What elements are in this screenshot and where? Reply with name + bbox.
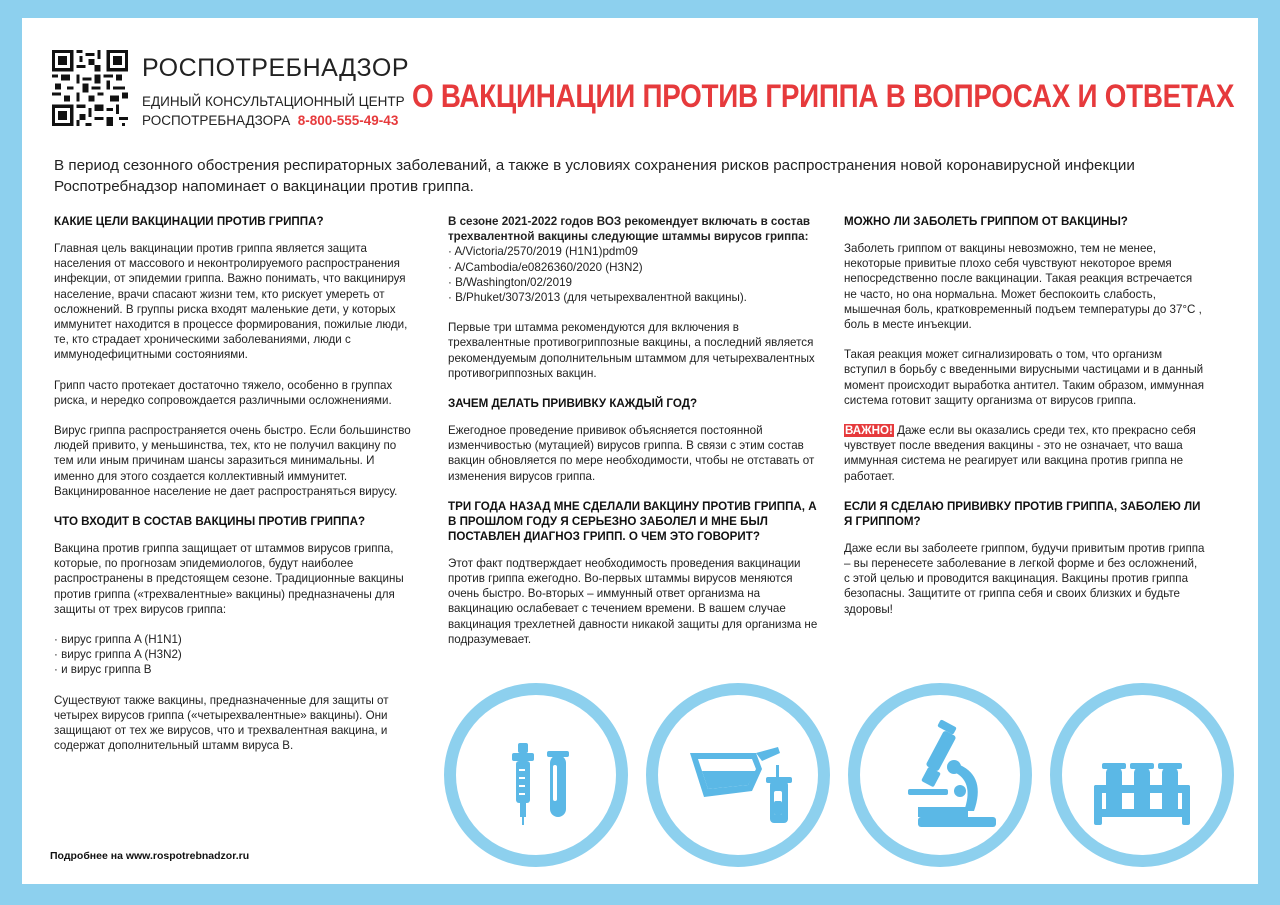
intro-text: В период сезонного обострения респираторных заболеваний, а также в условиях сохранения рисков распространения новой коронавирусной инфекции Роспотребнадзор напоминает о вакцинации против гриппа. bbox=[54, 157, 1135, 195]
list-item: · вирус гриппа A (H3N2) bbox=[54, 647, 414, 662]
answer-paragraph: Грипп часто протекает достаточно тяжело, особенно в группах риска, и нередко сопровождается различными осложнениями. bbox=[54, 378, 393, 407]
list-item: · A/Cambodia/e0826360/2020 (H3N2) bbox=[448, 260, 820, 275]
flask-pouring-icon bbox=[646, 683, 830, 867]
answer-paragraph: Ежегодное проведение прививок объясняется постоянной изменчивостью (мутацией) вирусов гриппа. В связи с этим состав вакцин обновляется по мере необходимости, чтобы не отставать от изменения вирусов гриппа. bbox=[448, 424, 815, 483]
qr-code-icon[interactable] bbox=[52, 50, 128, 126]
list-item: · B/Phuket/3073/2013 (для четырехвалентной вакцины). bbox=[448, 290, 820, 305]
question-heading: ЗАЧЕМ ДЕЛАТЬ ПРИВИВКУ КАЖДЫЙ ГОД? bbox=[448, 397, 698, 411]
column-3 bbox=[844, 214, 1206, 632]
question-heading: ЧТО ВХОДИТ В СОСТАВ ВАКЦИНЫ ПРОТИВ ГРИППА? bbox=[54, 515, 366, 529]
header bbox=[22, 18, 1258, 148]
org-name: РОСПОТРЕБНАДЗОР bbox=[142, 54, 409, 82]
important-paragraph bbox=[844, 423, 1206, 484]
hotline-line2: РОСПОТРЕБНАДЗОРА bbox=[142, 113, 291, 128]
answer-paragraph: Существуют также вакцины, предназначенные для защиты от четырех вирусов гриппа («четырехвалентные» вакцины). Они защищают от тех же вирусов, что и трехвалентная вакцина, и содержат дополнительный штамм вируса B. bbox=[54, 693, 389, 753]
list-item: · и вирус гриппа B bbox=[54, 662, 414, 677]
strains-title: В сезоне 2021-2022 годов ВОЗ рекомендует включать в состав трехвалентной вакцины следующие штаммы вирусов гриппа: bbox=[448, 215, 811, 244]
question-heading: КАКИЕ ЦЕЛИ ВАКЦИНАЦИИ ПРОТИВ ГРИППА? bbox=[54, 215, 324, 228]
strains-list bbox=[448, 244, 820, 305]
test-tube-rack-icon bbox=[1050, 683, 1234, 867]
column-1 bbox=[54, 214, 414, 768]
answer-paragraph: Этот факт подтверждает необходимость проведения вакцинации против гриппа ежегодно. Во-первых штаммы вирусов меняются очень быстро. Во-вторых – иммунный ответ организма на вакцинацию ослабевает с течением времени. В вашем случае вакцинация трехлетней давности никакой защиты для организма не подразумевает. bbox=[448, 556, 818, 646]
question-heading: МОЖНО ЛИ ЗАБОЛЕТЬ ГРИППОМ ОТ ВАКЦИНЫ? bbox=[844, 215, 1128, 228]
answer-paragraph: Заболеть гриппом от вакцины невозможно, тем не менее, некоторые привитые плохо себя чувствуют некоторое время непосредственно после вакцинации. Такая реакция встречается не часто, но она нормальна. Может беспокоить слабость, мышечная боль, кратковременный подъем температуры до 37°С , боль в месте инъекции. bbox=[844, 242, 1202, 332]
important-badge: ВАЖНО! bbox=[845, 424, 893, 438]
answer-paragraph: Вакцина против гриппа защищает от штаммов вирусов гриппа, которые, по прогнозам эпидемиологов, будут наиболее распространены в предстоящем сезоне. Традиционные вакцины против гриппа («трехвалентные» вакцины) предназначены для защиты от трех вирусов гриппа: bbox=[54, 542, 404, 616]
list-item: · вирус гриппа A (H1N1) bbox=[54, 632, 414, 647]
pipette-test-tube-icon bbox=[444, 683, 628, 867]
question-heading: ТРИ ГОДА НАЗАД МНЕ СДЕЛАЛИ ВАКЦИНУ ПРОТИВ ГРИППА, А В ПРОШЛОМ ГОДУ Я СЕРЬЕЗНО ЗАБОЛЕЛ И МНЕ БЫЛ ПОСТАВЛЕН ДИАГНОЗ ГРИПП. О ЧЕМ ЭТО ГОВОРИТ? bbox=[448, 499, 817, 543]
list-item: · B/Washington/02/2019 bbox=[448, 275, 820, 290]
answer-paragraph: Даже если вы заболеете гриппом, будучи привитым против гриппа – вы перенесете заболевание в легкой форме и без осложнений, с этой целью и проводится вакцинация. Вакцины против гриппа безопасны. Защитите от гриппа себя и своих близких и будьте здоровы! bbox=[844, 541, 1205, 616]
virus-list bbox=[54, 632, 414, 678]
answer-paragraph: Такая реакция может сигнализировать о том, что организм вступил в борьбу с введенными вирусными частицами и в данный момент происходит выработка антител. Таким образом, иммунная система готовит защиту организма от вирусов гриппа. bbox=[844, 348, 1204, 407]
important-text: Даже если вы оказались среди тех, кто прекрасно себя чувствует после введения вакцины - это не означает, что ваша иммунная система не реагирует или вакцина против гриппа не работает. bbox=[844, 424, 1196, 483]
microscope-icon bbox=[848, 683, 1032, 867]
column-2 bbox=[448, 214, 820, 662]
hotline-block bbox=[142, 92, 405, 130]
answer-paragraph: Первые три штамма рекомендуются для включения в трехвалентные противогриппозные вакцины, а последний является рекомендуемым дополнительным штаммом для четырехвалентных противогриппозных вакцин. bbox=[448, 321, 815, 380]
poster bbox=[22, 18, 1258, 884]
poster-title: О ВАКЦИНАЦИИ ПРОТИВ ГРИППА В ВОПРОСАХ И ОТВЕТАХ bbox=[412, 78, 1235, 114]
answer-paragraph: Вирус гриппа распространяется очень быстро. Если большинство людей привито, у меньшинства, тех, кто не получил вакцину по тем или иным причинам шансы заразиться минимальны. И именно для этого создается коллективный иммунитет. Вакцинированное население не дает распространяться вирусу. bbox=[54, 424, 411, 498]
hotline-line1: ЕДИНЫЙ КОНСУЛЬТАЦИОННЫЙ ЦЕНТР bbox=[142, 94, 405, 109]
list-item: · A/Victoria/2570/2019 (H1N1)pdm09 bbox=[448, 244, 820, 259]
answer-paragraph: Главная цель вакцинации против гриппа является защита населения от массового и неконтролируемого распространения инфекции, от эпидемии гриппа. Важно понимать, что вакцинируя население, врачи спасают жизни тем, кто рискует умереть от осложнений. В группы риска входят маленькие дети, у которых иммунитет находится в процессе формирования, пожилые люди, те, кто страдает хроническими заболеваниями, люди с иммунодефицитными состояниями. bbox=[54, 242, 408, 362]
footer-website-link[interactable]: Подробнее на www.rospotrebnadzor.ru bbox=[50, 850, 250, 862]
question-heading: ЕСЛИ Я СДЕЛАЮ ПРИВИВКУ ПРОТИВ ГРИППА, ЗАБОЛЕЮ ЛИ Я ГРИППОМ? bbox=[844, 499, 1201, 528]
hotline-phone[interactable]: 8-800-555-49-43 bbox=[297, 113, 399, 128]
